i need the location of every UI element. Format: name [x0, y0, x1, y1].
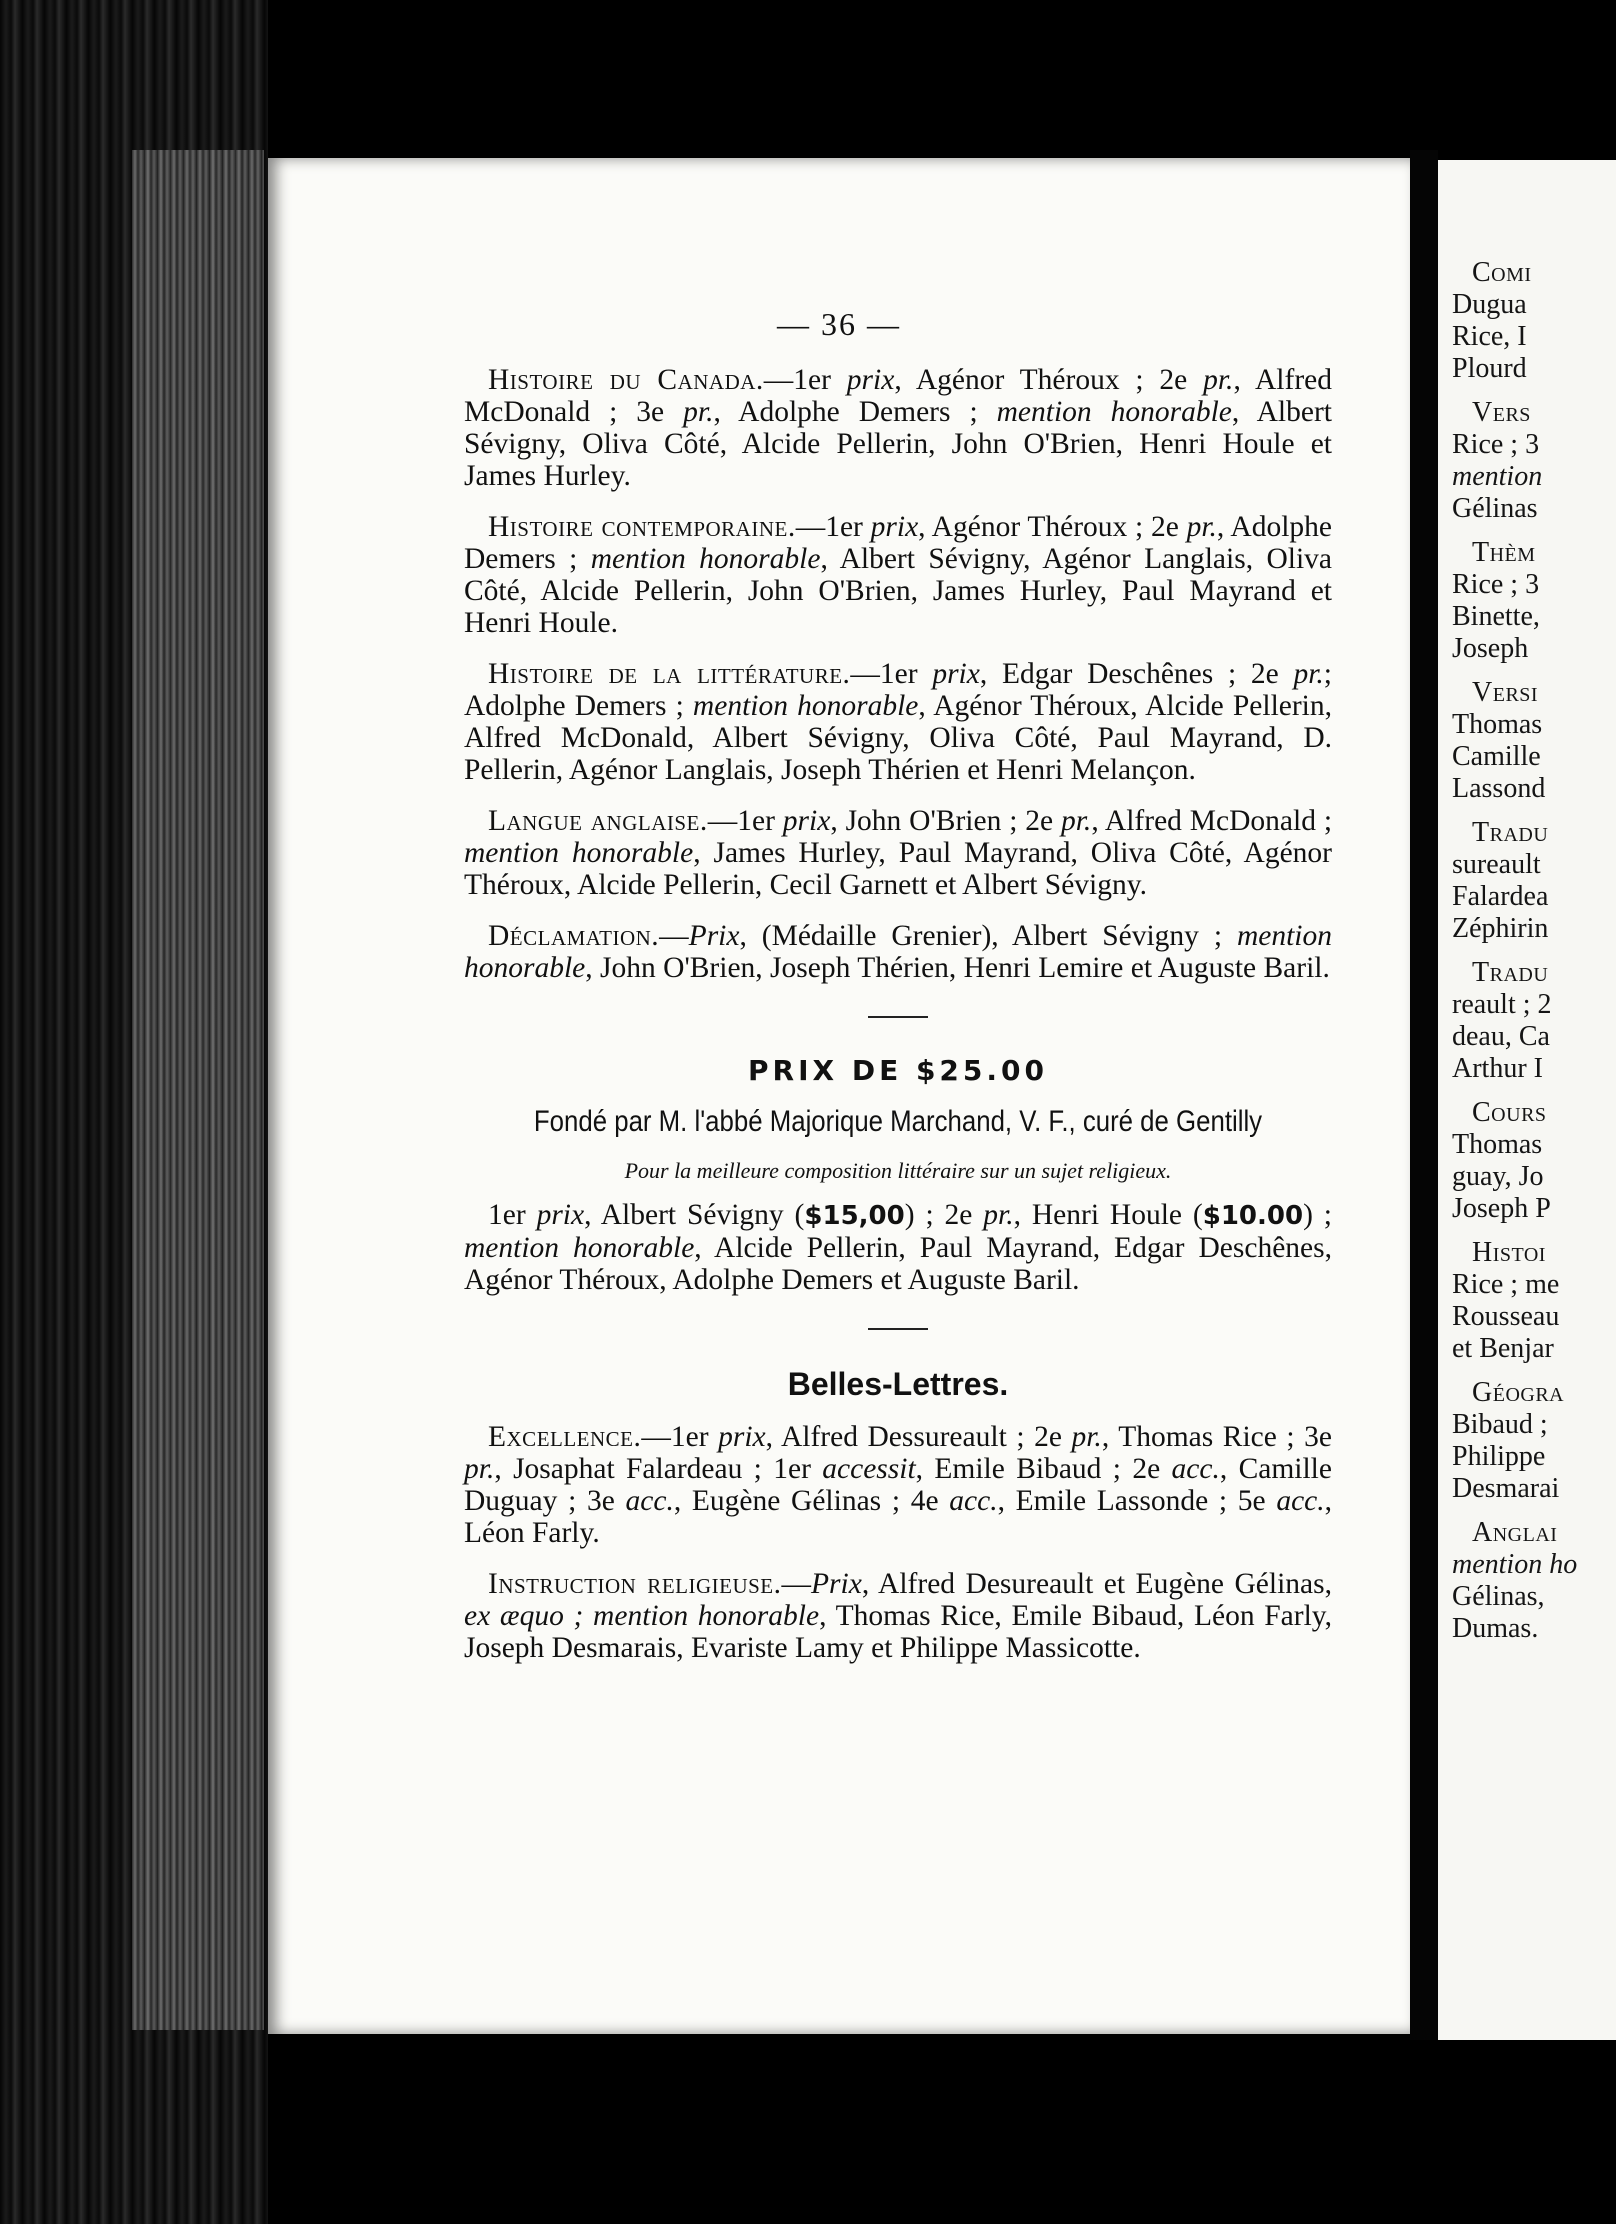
entry-heading: Langue anglaise.	[488, 805, 708, 837]
entry-heading: Instruction religieuse.	[488, 1568, 782, 1600]
italic-text: Prix	[688, 920, 740, 952]
entry-text: —	[781, 1568, 812, 1600]
italic-text: prix	[782, 805, 831, 837]
award-entry	[464, 511, 1332, 639]
facing-page-line: Thomas	[1452, 1129, 1543, 1160]
facing-page-line: Arthur I	[1452, 1053, 1543, 1084]
italic-text: prix	[846, 364, 895, 396]
prize-amount: $10.00	[1202, 1201, 1304, 1231]
italic-text: pr.	[983, 1199, 1014, 1231]
award-entry	[464, 805, 1332, 901]
italic-text: pr.	[1203, 364, 1234, 396]
entry-text: —1er	[641, 1421, 719, 1453]
prize-subject: Pour la meilleure composition littéraire sur un sujet religieux.	[624, 1158, 1172, 1183]
entry-text: ) ; 2e	[904, 1199, 984, 1231]
italic-text: accessit	[822, 1453, 916, 1485]
entry-text: —1er	[850, 658, 933, 690]
prize-result	[464, 1199, 1332, 1296]
facing-page-line: mention ho	[1452, 1549, 1578, 1580]
italic-text: ex æquo ; mention honorable	[464, 1600, 820, 1632]
facing-page-line: Tradu	[1472, 817, 1549, 848]
italic-text: pr.	[1186, 511, 1217, 543]
entry-text: , Alfred McDonald ;	[1091, 805, 1333, 837]
facing-page	[1438, 160, 1616, 2040]
entry-text: , Emile Lassonde ; 5e	[997, 1485, 1277, 1517]
award-entry	[464, 1421, 1332, 1549]
facing-page-line: Géogra	[1472, 1377, 1565, 1408]
prize-title: PRIX DE $25.00	[747, 1054, 1048, 1087]
divider-rule	[868, 1328, 928, 1330]
belles-lettres-entries	[464, 1421, 1332, 1664]
entry-text: , Agénor Théroux, Alcide Pellerin, Alfred McDonald, Albert Sévigny, Oliva Côté, Paul Mayrand, D. Pellerin, Agénor Langlais, Joseph Thérien et Henri Melançon.	[464, 690, 1333, 786]
history-entries	[464, 364, 1332, 984]
entry-text: , Albert Sévigny, Agénor Langlais, Oliva Côté, Alcide Pellerin, John O'Brien, James Hurley, Paul Mayrand et Henri Houle.	[464, 543, 1333, 639]
facing-page-line: Zéphirin	[1452, 913, 1549, 944]
entry-heading: Histoire du Canada.	[488, 364, 764, 396]
entry-text: , Léon Farly.	[464, 1485, 1332, 1549]
italic-text: mention honorable	[464, 920, 1332, 984]
italic-text: prix	[870, 511, 919, 543]
italic-text: mention honorable	[996, 396, 1232, 428]
facing-page-line: Rice ; 3	[1452, 429, 1540, 460]
entry-text: , Emile Bibaud ; 2e	[915, 1453, 1172, 1485]
entry-text: ; Adolphe Demers ;	[464, 658, 1332, 722]
entry-text: , Alfred Dessureault ; 2e	[765, 1421, 1072, 1453]
entry-heading: Déclamation.	[488, 920, 660, 952]
entry-text: , John O'Brien ; 2e	[830, 805, 1061, 837]
section-title: Belles-Lettres.	[787, 1366, 1009, 1402]
italic-text: acc.	[625, 1485, 674, 1517]
facing-page-line: Philippe	[1452, 1441, 1546, 1472]
facing-page-line: deau, Ca	[1452, 1021, 1550, 1052]
entry-text: , Albert Sévigny (	[584, 1199, 805, 1231]
prize-amount: $15,00	[804, 1201, 905, 1231]
page-content	[464, 364, 1332, 1683]
facing-page-line: Dumas.	[1452, 1613, 1539, 1644]
facing-page-line: sureault	[1452, 849, 1541, 880]
facing-page-line: Bibaud ;	[1452, 1409, 1548, 1440]
entry-text: —1er	[763, 364, 847, 396]
entry-text: , Alfred McDonald ; 3e	[464, 364, 1332, 428]
italic-text: mention honorable	[464, 1232, 695, 1264]
italic-text: pr.	[464, 1453, 495, 1485]
facing-page-line: guay, Jo	[1452, 1161, 1544, 1192]
facing-page-line: Rice ; me	[1452, 1269, 1560, 1300]
entry-heading: Histoire de la littérature.	[488, 658, 851, 690]
entry-text: , Eugène Gélinas ; 4e	[673, 1485, 950, 1517]
facing-page-line: Dugua	[1452, 289, 1527, 320]
facing-page-line: Joseph P	[1452, 1193, 1551, 1224]
page-number: — 36 —	[777, 306, 901, 342]
page-gutter	[1410, 150, 1438, 2040]
facing-page-line: Rousseau	[1452, 1301, 1560, 1332]
entry-text: , (Médaille Grenier), Albert Sévigny ;	[739, 920, 1237, 952]
italic-text: pr.	[1071, 1421, 1102, 1453]
entry-text: , Alcide Pellerin, Paul Mayrand, Edgar Deschênes, Agénor Théroux, Adolphe Demers et Auguste Baril.	[464, 1232, 1332, 1296]
entry-text: , Adolphe Demers ;	[464, 511, 1333, 575]
award-entry	[464, 1568, 1332, 1664]
facing-page-line: Rice, I	[1452, 321, 1527, 352]
facing-page-line: mention	[1452, 461, 1543, 492]
award-entry	[464, 364, 1332, 492]
italic-text: pr.	[1293, 658, 1324, 690]
entry-text: ) ;	[1303, 1199, 1332, 1231]
entry-text: —1er	[707, 805, 783, 837]
facing-page-line: Comi	[1472, 257, 1532, 288]
divider-rule	[868, 1016, 928, 1018]
italic-text: pr.	[1060, 805, 1092, 837]
facing-page-line: Plourd	[1452, 353, 1527, 384]
facing-page-line: Falardea	[1452, 881, 1549, 912]
italic-text: acc.	[1171, 1453, 1220, 1485]
entry-text: , Albert Sévigny, Oliva Côté, Alcide Pellerin, John O'Brien, Henri Houle et James Hurley.	[464, 396, 1332, 492]
facing-page-line: Tradu	[1472, 957, 1549, 988]
italic-text: acc.	[1276, 1485, 1325, 1517]
prize-founder: Fondé par M. l'abbé Majorique Marchand, V. F., curé de Gentilly	[533, 1105, 1263, 1138]
italic-text: prix	[536, 1199, 585, 1231]
entry-text: , Josaphat Falardeau ; 1er	[494, 1453, 823, 1485]
entry-text: , Thomas Rice, Emile Bibaud, Léon Farly, Joseph Desmarais, Evariste Lamy et Philippe Massicotte.	[464, 1600, 1333, 1664]
italic-text: pr.	[683, 396, 714, 428]
entry-text: , Agénor Théroux ; 2e	[894, 364, 1204, 396]
facing-page-line: Camille	[1452, 741, 1541, 772]
facing-page-line: Rice ; 3	[1452, 569, 1540, 600]
facing-page-line: Joseph	[1452, 633, 1529, 664]
facing-page-line: Cours	[1472, 1097, 1547, 1128]
award-entry	[464, 920, 1332, 984]
entry-text: , Henri Houle (	[1013, 1199, 1203, 1231]
italic-text: mention honorable	[464, 837, 694, 869]
italic-text: mention honorable	[692, 690, 919, 722]
facing-page-line: Histoi	[1472, 1237, 1546, 1268]
facing-page-line: Anglai	[1472, 1517, 1558, 1548]
entry-text: —	[659, 920, 689, 952]
italic-text: prix	[932, 658, 980, 690]
facing-page-line: Lassond	[1452, 773, 1546, 804]
facing-page-line: Binette,	[1452, 601, 1540, 632]
italic-text: acc.	[949, 1485, 998, 1517]
facing-page-line: Gélinas	[1452, 493, 1538, 524]
facing-page-line: Thèm	[1472, 537, 1536, 568]
left-page	[268, 158, 1410, 2034]
facing-page-line: reault ; 2	[1452, 989, 1552, 1020]
entry-text: , John O'Brien, Joseph Thérien, Henri Lemire et Auguste Baril.	[585, 952, 1330, 984]
page-edges	[132, 150, 264, 2030]
facing-page-line: Versi	[1472, 677, 1539, 708]
entry-text: , Adolphe Demers ;	[713, 396, 997, 428]
entry-heading: Histoire contemporaine.	[488, 511, 796, 543]
entry-text: , Agénor Théroux ; 2e	[918, 511, 1187, 543]
facing-page-line: Gélinas,	[1452, 1581, 1545, 1612]
entry-text: —1er	[795, 511, 871, 543]
facing-page-line: Desmarai	[1452, 1473, 1560, 1504]
facing-page-line: Vers	[1472, 397, 1531, 428]
italic-text: Prix	[811, 1568, 862, 1600]
entry-text: 1er	[488, 1199, 537, 1231]
entry-text: , Camille Duguay ; 3e	[464, 1453, 1332, 1517]
award-entry	[464, 658, 1332, 786]
facing-page-line: Thomas	[1452, 709, 1543, 740]
italic-text: prix	[718, 1421, 766, 1453]
entry-text: , Thomas Rice ; 3e	[1101, 1421, 1333, 1453]
entry-text: , Edgar Deschênes ; 2e	[979, 658, 1294, 690]
entry-heading: Excellence.	[488, 1421, 642, 1453]
entry-text: , James Hurley, Paul Mayrand, Oliva Côté, Agénor Théroux, Alcide Pellerin, Cecil Garnett et Albert Sévigny.	[464, 837, 1332, 901]
facing-page-line: et Benjar	[1452, 1333, 1554, 1364]
entry-text: , Alfred Desureault et Eugène Gélinas,	[861, 1568, 1332, 1600]
italic-text: mention honorable	[590, 543, 821, 575]
